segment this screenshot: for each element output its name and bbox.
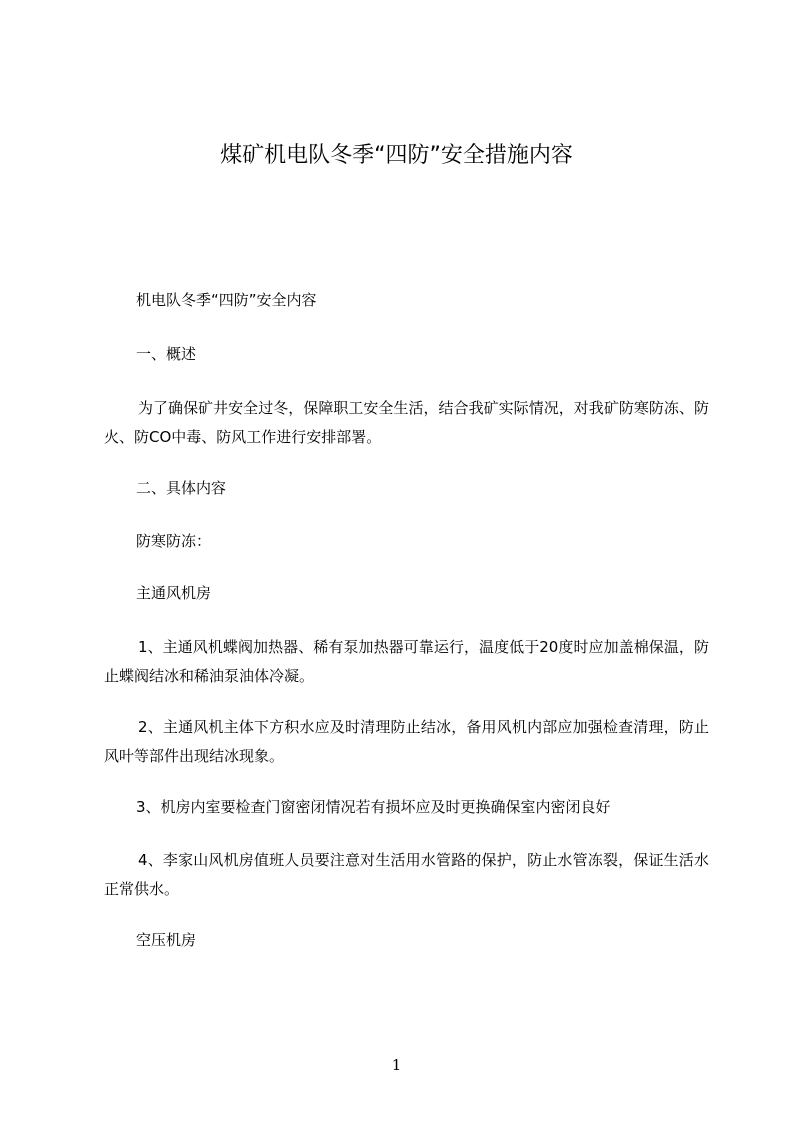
list-item-1: 1、主通风机蝶阀加热器、稀有泵加热器可靠运行，温度低于20度时应加盖棉保温，防止蝶阀结冰和稀油泵油体冷凝。 — [104, 638, 709, 685]
section1-heading: 一、概述 — [136, 345, 197, 363]
section2-heading: 二、具体内容 — [136, 479, 227, 497]
section1-body: 为了确保矿井安全过冬，保障职工安全生活，结合我矿实际情况，对我矿防寒防冻、防火、防CO中毒、防风工作进行安排部署。 — [104, 399, 709, 446]
subsection-cold-protection: 防寒防冻： — [136, 532, 212, 550]
list-item-4: 4、李家山风机房值班人员要注意对生活用水管路的保护，防止水管冻裂，保证生活水正常供水。 — [104, 851, 709, 898]
list-item-2: 2、主通风机主体下方积水应及时清理防止结冰，备用风机内部应加强检查清理，防止风叶等部件出现结冰现象。 — [104, 718, 709, 765]
subheading-fan-room: 主通风机房 — [136, 584, 212, 602]
subheading-compressor-room: 空压机房 — [136, 931, 197, 949]
document-subtitle: 机电队冬季“四防”安全内容 — [136, 291, 317, 309]
list-item-3: 3、机房内室要检查门窗密闭情况若有损坏应及时更换确保室内密闭良好 — [136, 798, 611, 816]
page-number: 1 — [391, 1056, 402, 1074]
document-title: 煤矿机电队冬季“四防”安全措施内容 — [220, 143, 573, 168]
